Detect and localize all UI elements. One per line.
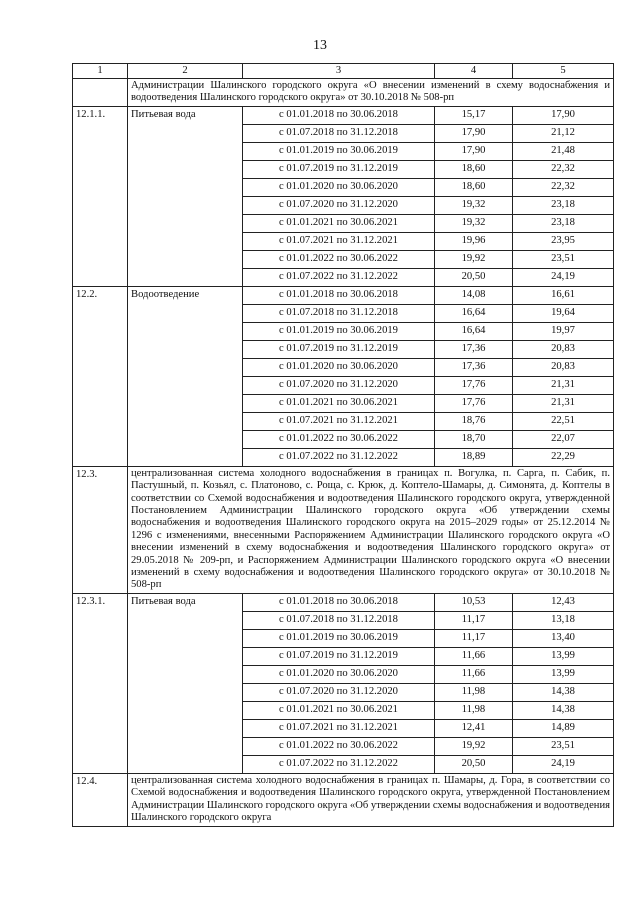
- tariff-col4-cell: 18,60: [435, 160, 513, 178]
- column-header-1: 1: [73, 64, 128, 79]
- period-cell: с 01.07.2020 по 31.12.2020: [243, 683, 435, 701]
- page-number: 13: [313, 38, 327, 53]
- tariff-col4-cell: 20,50: [435, 755, 513, 773]
- period-cell: с 01.07.2019 по 31.12.2019: [243, 647, 435, 665]
- tariff-col4-cell: 14,08: [435, 286, 513, 304]
- period-cell: с 01.01.2022 по 30.06.2022: [243, 737, 435, 755]
- tariff-col5-cell: 22,32: [513, 160, 614, 178]
- section-description: централизованная система холодного водоснабжения в границах п. Шамары, д. Гора, в соответствии со Схемой водоснабжения и водоотведения Шалинского городского округа, утвержденной Постановлением Администрации Шалинского городского округа «Об утверждении схемы водоснабжения и водоотведения Шалинского городского округа: [128, 773, 614, 826]
- period-cell: с 01.07.2021 по 31.12.2021: [243, 719, 435, 737]
- period-cell: с 01.01.2020 по 30.06.2020: [243, 665, 435, 683]
- tariff-table: [72, 63, 614, 827]
- tariff-col4-cell: 16,64: [435, 322, 513, 340]
- tariff-row: [73, 286, 614, 304]
- tariff-col4-cell: 11,66: [435, 665, 513, 683]
- period-cell: с 01.01.2021 по 30.06.2021: [243, 701, 435, 719]
- period-cell: с 01.01.2022 по 30.06.2022: [243, 250, 435, 268]
- tariff-col5-cell: 21,48: [513, 142, 614, 160]
- period-cell: с 01.07.2022 по 31.12.2022: [243, 268, 435, 286]
- tariff-col5-cell: 21,31: [513, 376, 614, 394]
- period-cell: с 01.01.2019 по 30.06.2019: [243, 142, 435, 160]
- tariff-col5-cell: 21,31: [513, 394, 614, 412]
- tariff-col5-cell: 17,90: [513, 106, 614, 124]
- tariff-col4-cell: 18,76: [435, 412, 513, 430]
- service-name: Питьевая вода: [128, 593, 243, 773]
- tariff-col4-cell: 18,89: [435, 448, 513, 466]
- section-description-row: [73, 466, 614, 593]
- tariff-col5-cell: 23,18: [513, 196, 614, 214]
- period-cell: с 01.01.2018 по 30.06.2018: [243, 593, 435, 611]
- period-cell: с 01.07.2022 по 31.12.2022: [243, 448, 435, 466]
- tariff-col4-cell: 18,70: [435, 430, 513, 448]
- tariff-col4-cell: 20,50: [435, 268, 513, 286]
- tariff-col5-cell: 19,97: [513, 322, 614, 340]
- tariff-col5-cell: 14,38: [513, 701, 614, 719]
- tariff-col4-cell: 19,92: [435, 250, 513, 268]
- tariff-col4-cell: 19,92: [435, 737, 513, 755]
- section-number: 12.2.: [73, 286, 128, 466]
- tariff-row: [73, 593, 614, 611]
- period-cell: с 01.01.2022 по 30.06.2022: [243, 430, 435, 448]
- column-header-2: 2: [128, 64, 243, 79]
- period-cell: с 01.07.2020 по 31.12.2020: [243, 196, 435, 214]
- period-cell: с 01.01.2018 по 30.06.2018: [243, 106, 435, 124]
- tariff-col4-cell: 17,76: [435, 376, 513, 394]
- tariff-col4-cell: 16,64: [435, 304, 513, 322]
- period-cell: с 01.07.2018 по 31.12.2018: [243, 124, 435, 142]
- period-cell: с 01.01.2019 по 30.06.2019: [243, 322, 435, 340]
- tariff-col5-cell: 13,99: [513, 665, 614, 683]
- tariff-col4-cell: 10,53: [435, 593, 513, 611]
- header-row: [73, 64, 614, 79]
- period-cell: с 01.01.2020 по 30.06.2020: [243, 178, 435, 196]
- tariff-col4-cell: 11,66: [435, 647, 513, 665]
- section-number: 12.3.1.: [73, 593, 128, 773]
- section-number: 12.4.: [73, 773, 128, 826]
- tariff-col5-cell: 22,51: [513, 412, 614, 430]
- tariff-col5-cell: 23,51: [513, 250, 614, 268]
- tariff-col5-cell: 14,38: [513, 683, 614, 701]
- continuation-row: [73, 79, 614, 107]
- tariff-col5-cell: 13,40: [513, 629, 614, 647]
- tariff-col4-cell: 19,96: [435, 232, 513, 250]
- period-cell: с 01.01.2020 по 30.06.2020: [243, 358, 435, 376]
- tariff-col4-cell: 17,36: [435, 340, 513, 358]
- tariff-col5-cell: 19,64: [513, 304, 614, 322]
- section-number: 12.3.: [73, 466, 128, 593]
- row-number-empty: [73, 79, 128, 107]
- tariff-col5-cell: 23,95: [513, 232, 614, 250]
- tariff-col5-cell: 21,12: [513, 124, 614, 142]
- tariff-col4-cell: 11,98: [435, 701, 513, 719]
- tariff-col4-cell: 17,76: [435, 394, 513, 412]
- tariff-col5-cell: 23,51: [513, 737, 614, 755]
- period-cell: с 01.07.2022 по 31.12.2022: [243, 755, 435, 773]
- section-number: 12.1.1.: [73, 106, 128, 286]
- service-name: Питьевая вода: [128, 106, 243, 286]
- tariff-col4-cell: 12,41: [435, 719, 513, 737]
- column-header-5: 5: [513, 64, 614, 79]
- continuation-text: Администрации Шалинского городского округа «О внесении изменений в схему водоснабжения и водоотведения Шалинского городского округа» от 30.10.2018 № 508-рп: [128, 79, 614, 107]
- section-description: централизованная система холодного водоснабжения в границах п. Вогулка, п. Сарга, п. Сабик, п. Пастушный, п. Козьял, с. Платоново, с. Роща, с. Крюк, д. Коптело-Шамары, д. Симонята, д. Коптелы в соответствии со Схемой водоснабжения и водоотведения Шалинского городского округа, утвержденной Постановлением Администрации Шалинского городского округа «Об утверждении схемы водоснабжения и водоотведения Шалинского городского округа на 2015–2029 годы» от 25.12.2014 № 1296 с изменениями, внесенными Распоряжением Администрации Шалинского городского округа «О внесении изменений в схему водоснабжения и водоотведения Шалинского городского округа» от 29.05.2018 № 209-рп, и Распоряжением Администрации Шалинского городского округа «О внесении изменений в схему водоснабжения и водоотведения Шалинского городского округа» от 30.10.2018 № 508-рп: [128, 466, 614, 593]
- period-cell: с 01.07.2019 по 31.12.2019: [243, 160, 435, 178]
- period-cell: с 01.01.2019 по 30.06.2019: [243, 629, 435, 647]
- tariff-col5-cell: 13,99: [513, 647, 614, 665]
- service-name: Водоотведение: [128, 286, 243, 466]
- period-cell: с 01.07.2021 по 31.12.2021: [243, 232, 435, 250]
- period-cell: с 01.07.2018 по 31.12.2018: [243, 304, 435, 322]
- tariff-col5-cell: 13,18: [513, 611, 614, 629]
- period-cell: с 01.07.2020 по 31.12.2020: [243, 376, 435, 394]
- tariff-col5-cell: 20,83: [513, 340, 614, 358]
- column-header-4: 4: [435, 64, 513, 79]
- tariff-col4-cell: 11,17: [435, 629, 513, 647]
- period-cell: с 01.01.2021 по 30.06.2021: [243, 214, 435, 232]
- period-cell: с 01.01.2018 по 30.06.2018: [243, 286, 435, 304]
- period-cell: с 01.07.2021 по 31.12.2021: [243, 412, 435, 430]
- period-cell: с 01.07.2019 по 31.12.2019: [243, 340, 435, 358]
- tariff-col4-cell: 19,32: [435, 214, 513, 232]
- tariff-col5-cell: 24,19: [513, 268, 614, 286]
- tariff-col4-cell: 17,36: [435, 358, 513, 376]
- tariff-col5-cell: 22,07: [513, 430, 614, 448]
- tariff-col4-cell: 11,98: [435, 683, 513, 701]
- tariff-col4-cell: 17,90: [435, 124, 513, 142]
- tariff-col5-cell: 22,32: [513, 178, 614, 196]
- tariff-col4-cell: 11,17: [435, 611, 513, 629]
- tariff-col4-cell: 17,90: [435, 142, 513, 160]
- tariff-col5-cell: 24,19: [513, 755, 614, 773]
- tariff-col5-cell: 23,18: [513, 214, 614, 232]
- tariff-col5-cell: 14,89: [513, 719, 614, 737]
- period-cell: с 01.07.2018 по 31.12.2018: [243, 611, 435, 629]
- tariff-col5-cell: 20,83: [513, 358, 614, 376]
- tariff-col4-cell: 19,32: [435, 196, 513, 214]
- period-cell: с 01.01.2021 по 30.06.2021: [243, 394, 435, 412]
- tariff-col5-cell: 22,29: [513, 448, 614, 466]
- tariff-row: [73, 106, 614, 124]
- tariff-col5-cell: 16,61: [513, 286, 614, 304]
- column-header-3: 3: [243, 64, 435, 79]
- tariff-col4-cell: 18,60: [435, 178, 513, 196]
- tariff-col4-cell: 15,17: [435, 106, 513, 124]
- tariff-col5-cell: 12,43: [513, 593, 614, 611]
- section-description-row: [73, 773, 614, 826]
